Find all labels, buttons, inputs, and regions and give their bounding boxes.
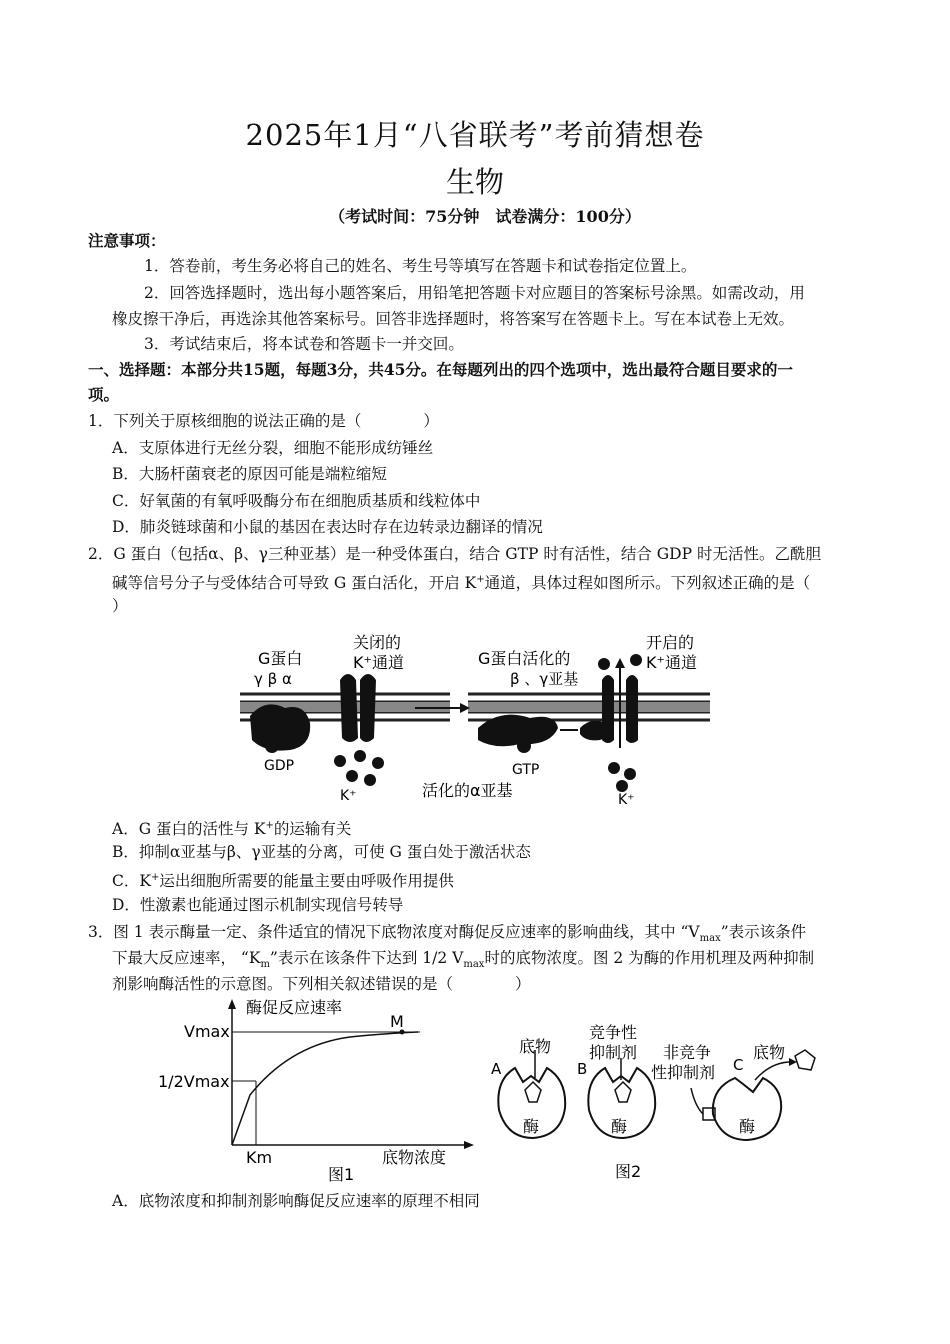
enzyme-inhibitor-figure xyxy=(485,1010,830,1185)
fig2-label-b: B xyxy=(577,1060,588,1078)
section-heading-line-1: 一、选择题：本部分共15题，每题3分，共45分。在每题列出的四个选项中，选出最符合题目要求的一 xyxy=(88,360,793,379)
section-heading-line-2: 项。 xyxy=(88,385,120,404)
fig1-caption: 图1 xyxy=(328,1165,355,1184)
k-ions-right xyxy=(608,762,636,792)
q1-option-a: A．支原体进行无丝分裂，细胞不能形成纺锤丝 xyxy=(112,439,434,457)
gtp-label: GTP xyxy=(512,762,540,778)
q3-stem-line-1: 3．图 1 表示酶量一定、条件适宜的情况下底物浓度对酶促反应速率的影响曲线，其中 “$V_{max}$”表示该条件 xyxy=(88,923,807,945)
q1-option-b: B．大肠杆菌衰老的原因可能是端粒缩短 xyxy=(112,465,387,483)
rate-curve xyxy=(232,1032,418,1145)
open-channel-label-1: 开启的 xyxy=(646,633,695,652)
fig1-ylabel: 酶促反应速率 xyxy=(246,998,343,1017)
alpha-active-label: 活化的α亚基 xyxy=(422,781,513,800)
fig1-point-label: M xyxy=(390,1012,404,1031)
notice-item-3: 3．考试结束后，将本试卷和答题卡一并交回。 xyxy=(144,335,464,353)
fig1-xlabel: 底物浓度 xyxy=(382,1148,447,1167)
k-ion-label-right: K⁺ xyxy=(618,792,635,808)
gdp-label: GDP xyxy=(264,758,295,774)
fig2-competitive-2: 抑制剂 xyxy=(589,1043,638,1062)
gdp-molecule xyxy=(265,739,279,753)
fig2-substrate-c: 底物 xyxy=(753,1043,786,1062)
fig2-competitive-1: 竞争性 xyxy=(589,1023,638,1042)
substrate-a xyxy=(525,1082,541,1102)
fig2-noncompetitive-2: 性抑制剂 xyxy=(651,1063,716,1082)
enzyme-rate-figure xyxy=(150,995,480,1185)
exam-title: 2025年1月“八省联考”考前猜想卷 xyxy=(245,118,705,152)
notice-item-2-line-1: 2．回答选择题时，选出每小题答案后，用铅笔把答题卡对应题目的答案标号涂黑。如需改动，用 xyxy=(144,284,805,302)
q3-stem-line-3: 剂影响酶活性的示意图。下列相关叙述错误的是（ ） xyxy=(112,975,531,993)
fig2-enzyme-a: 酶 xyxy=(523,1117,540,1136)
activated-label-1: G蛋白活化的 xyxy=(478,649,571,668)
notice-item-1: 1．答卷前，考生务必将自己的姓名、考生号等填写在答题卡和试卷指定位置上。 xyxy=(144,257,697,275)
q3-stem-line-2: 下最大反应速率， “$K_m$”表示在该条件下达到 1/2 $V_{max}$时的底物浓度。图 2 为酶的作用机理及两种抑制 xyxy=(112,949,815,971)
k-ions-left xyxy=(334,750,384,786)
q2-stem-line-2: 碱等信号分子与受体结合可导致 G 蛋白活化，开启 K+通道，具体过程如图所示。下列叙述正确的是（ xyxy=(112,574,811,593)
substrate-c xyxy=(795,1050,815,1070)
fig2-caption: 图2 xyxy=(615,1162,642,1181)
subunit-labels: γ β α xyxy=(254,670,292,688)
fig2-enzyme-c: 酶 xyxy=(739,1117,756,1136)
open-channel-label-2: K⁺通道 xyxy=(646,653,697,672)
subject-title: 生物 xyxy=(445,165,504,199)
fig2-label-a: A xyxy=(491,1060,502,1078)
q1-option-d: D．肺炎链球菌和小鼠的基因在表达时存在边转录边翻译的情况 xyxy=(112,518,543,536)
fig2-enzyme-b: 酶 xyxy=(611,1117,628,1136)
gtp-molecule xyxy=(517,739,531,753)
q1-option-c: C．好氧菌的有氧呼吸酶分布在细胞质基质和线粒体中 xyxy=(112,492,481,510)
notice-heading: 注意事项： xyxy=(88,231,166,250)
q2-option-b: B．抑制α亚基与β、γ亚基的分离，可使 G 蛋白处于激活状态 xyxy=(112,843,531,861)
k-ion-label-left: K⁺ xyxy=(340,788,357,804)
fig2-noncompetitive-1: 非竞争 xyxy=(663,1043,712,1062)
fig1-half-vmax: 1/2Vmax xyxy=(158,1072,230,1091)
g-protein-label: G蛋白 xyxy=(258,649,303,668)
competitive-inhibitor xyxy=(615,1082,631,1102)
closed-channel-label-1: 关闭的 xyxy=(353,633,402,652)
closed-channel-label-2: K⁺通道 xyxy=(353,653,404,672)
q3-option-a: A．底物浓度和抑制剂影响酶促反应速率的原理不相同 xyxy=(112,1192,480,1210)
q1-stem: 1．下列关于原核细胞的说法正确的是（ ） xyxy=(88,412,439,430)
right-membrane-core xyxy=(468,702,710,712)
q2-option-c: C．K+运出细胞所需要的能量主要由呼吸作用提供 xyxy=(112,872,454,891)
fig2-label-c: C xyxy=(733,1056,744,1074)
q2-option-d: D．性激素也能通过图示机制实现信号转导 xyxy=(112,896,404,914)
g-protein-inactive xyxy=(250,704,310,750)
activated-label-2: β 、γ亚基 xyxy=(510,670,579,688)
fig2-substrate-a: 底物 xyxy=(519,1037,552,1056)
fig1-vmax: Vmax xyxy=(184,1022,230,1041)
exam-info: （考试时间：75分钟 试卷满分：100分） xyxy=(329,207,641,226)
q2-stem-line-1: 2．G 蛋白（包括α、β、γ三种亚基）是一种受体蛋白，结合 GTP 时有活性，结合 GDP 时无活性。乙酰胆 xyxy=(88,545,821,563)
fig1-km: Km xyxy=(246,1148,273,1167)
q2-option-a: A．G 蛋白的活性与 K+的运输有关 xyxy=(112,820,352,839)
g-protein-figure xyxy=(210,628,740,808)
notice-item-2-line-2: 橡皮擦干净后，再选涂其他答案标号。回答非选择题时，将答案写在答题卡上。写在本试卷上无效。 xyxy=(112,310,795,328)
q2-stem-line-3: ） xyxy=(112,597,128,615)
